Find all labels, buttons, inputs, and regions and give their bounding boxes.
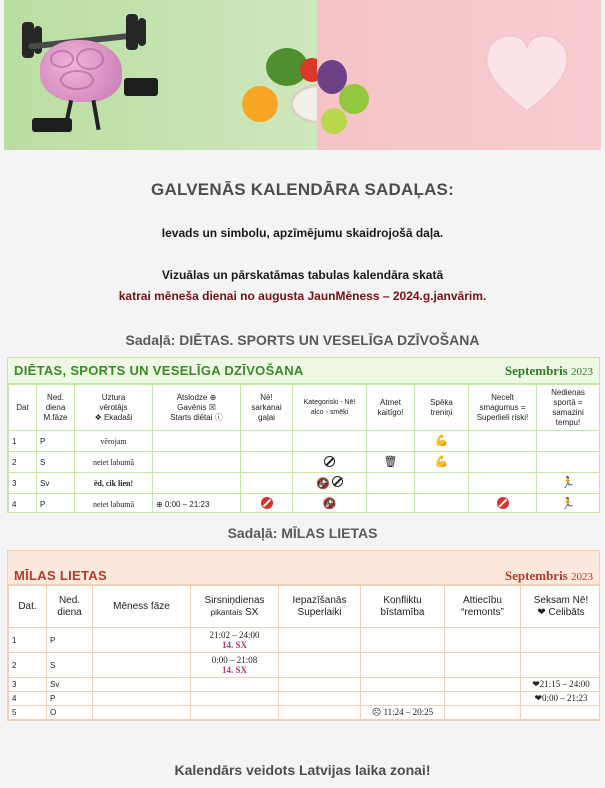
table-row: 5 O ☹ 11:24 – 20:25 [9, 706, 601, 720]
lime-icon [321, 108, 347, 134]
table-row: 1 P 21:02 – 24:00 14. SX [9, 628, 601, 653]
love-table-header-bar [8, 551, 599, 585]
diet-table-title: DIĒTAS, SPORTS UN VESELĪGA DZĪVOŠANA [14, 363, 304, 378]
section-diet-heading: Sadaļā: DIĒTAS. SPORTS UN VESELĪGA DZĪVOŠANA [125, 332, 480, 348]
visual-line-2: katrai mēneša dienai no augusta JaunMēness – 2024.g.janvārim. [118, 289, 487, 303]
diet-header-row [9, 385, 600, 431]
diet-table-header-bar [8, 358, 599, 384]
col-dat: Dat. [9, 586, 47, 628]
col-ned-diena: Ned. diena [47, 586, 93, 628]
love-table-title: MĪLAS LIETAS [14, 568, 107, 583]
table-row: 1 P vērojam 💪 [9, 431, 600, 452]
brain-icon [40, 40, 122, 102]
col-kategoriski: Kategoriski - Nē! alco - smēķi [293, 385, 367, 431]
dumbbell-icon [124, 78, 158, 96]
no-heavy-lifting-icon [497, 497, 509, 509]
love-header-row [9, 586, 601, 628]
no-red-meat-icon [261, 497, 273, 509]
slow-down-icon: 🏃 [561, 476, 575, 489]
table-row: 4 P neiet labumā ⊕ 0:00 – 21:23 🚱 🏃 [9, 494, 600, 514]
apple-icon [339, 84, 369, 114]
heart-icon [481, 30, 573, 122]
strength-training-icon: 💪 [434, 434, 449, 447]
strength-training-icon: 💪 [434, 455, 449, 468]
col-atslodze: Atslodze ⊕ Gavēnis ☒ Starts diētai ⓘ [153, 385, 241, 431]
table-row: 3 Sv ēd, cik lien! 🚱 🏃 [9, 473, 600, 494]
section-love-heading: Sadaļā: MĪLAS LIETAS [227, 525, 378, 541]
col-speka-treni: Spēka treniņi [415, 385, 469, 431]
table-row: 2 S 0:00 – 21:08 14. SX [9, 653, 601, 678]
love-table-month: Septembris 2023 [504, 568, 593, 583]
page-heading: GALVENĀS KALENDĀRA SADAĻAS: [151, 180, 454, 199]
table-row: 3 Sv ❤21:15 – 24:00 [9, 678, 601, 692]
col-sirsnindienas: Sirsniņdienas pikantais SX [191, 586, 279, 628]
diet-table-month: Septembris 2023 [504, 363, 593, 378]
intro-line: Ievads un simbolu, apzīmējumu skaidrojošā daļa. [161, 226, 444, 240]
footer-note: Kalendārs veidots Latvijas laika zonai! [174, 762, 431, 778]
col-iepazisanas: Iepazīšanās Superlaiki [279, 586, 361, 628]
dumbbell-icon [32, 118, 72, 132]
barbell-plate-left-2 [34, 26, 42, 54]
table-row: 4 P ❤0:00 – 21:23 [9, 692, 601, 706]
col-attiecibu-remonts: Attiecību “remonts” [445, 586, 521, 628]
table-row: 2 S neiet labumā 🗑 💪 [9, 452, 600, 473]
no-alcohol-icon: 🚱 [322, 497, 337, 510]
orange-icon [242, 86, 278, 122]
visual-line-1: Vizuālas un pārskatāmas tabulas kalendāra skatā [161, 268, 444, 282]
col-uzturs: Uzturа vērotājs ❖ Ekadaši [75, 385, 153, 431]
col-konflikti: Konfliktu bīstamība [361, 586, 445, 628]
barbell-plate-right-2 [138, 18, 146, 46]
col-nedienas: Nedienas sportā = samazini tempu! [537, 385, 600, 431]
no-alcohol-icon: 🚱 [316, 478, 330, 490]
barbell-plate-right [126, 14, 138, 50]
col-seksam-ne: Seksam Nē! ❤ Celibāts [521, 586, 601, 628]
prohibited-icon [332, 476, 343, 487]
col-sarkana-gala: Nē! sarkanai gaļai [241, 385, 293, 431]
trash-bin-icon: 🗑 [383, 455, 398, 468]
col-atmet: Atmet kaitīgo! [367, 385, 415, 431]
love-calendar-table [7, 550, 600, 721]
slow-down-icon: 🏃 [561, 497, 575, 510]
barbell-plate-left [22, 22, 34, 58]
col-ned-diena: Ned. diena M.fāze [37, 385, 75, 431]
col-necelt: Necelt smagumus = Superlieli riski! [469, 385, 537, 431]
diet-calendar-table [7, 357, 600, 513]
col-meness-faze: Mēness fāze [93, 586, 191, 628]
hero-green-panel [4, 0, 317, 150]
prohibited-icon [324, 456, 335, 467]
col-dat: Dat [9, 385, 37, 431]
hero-banner [4, 0, 601, 150]
